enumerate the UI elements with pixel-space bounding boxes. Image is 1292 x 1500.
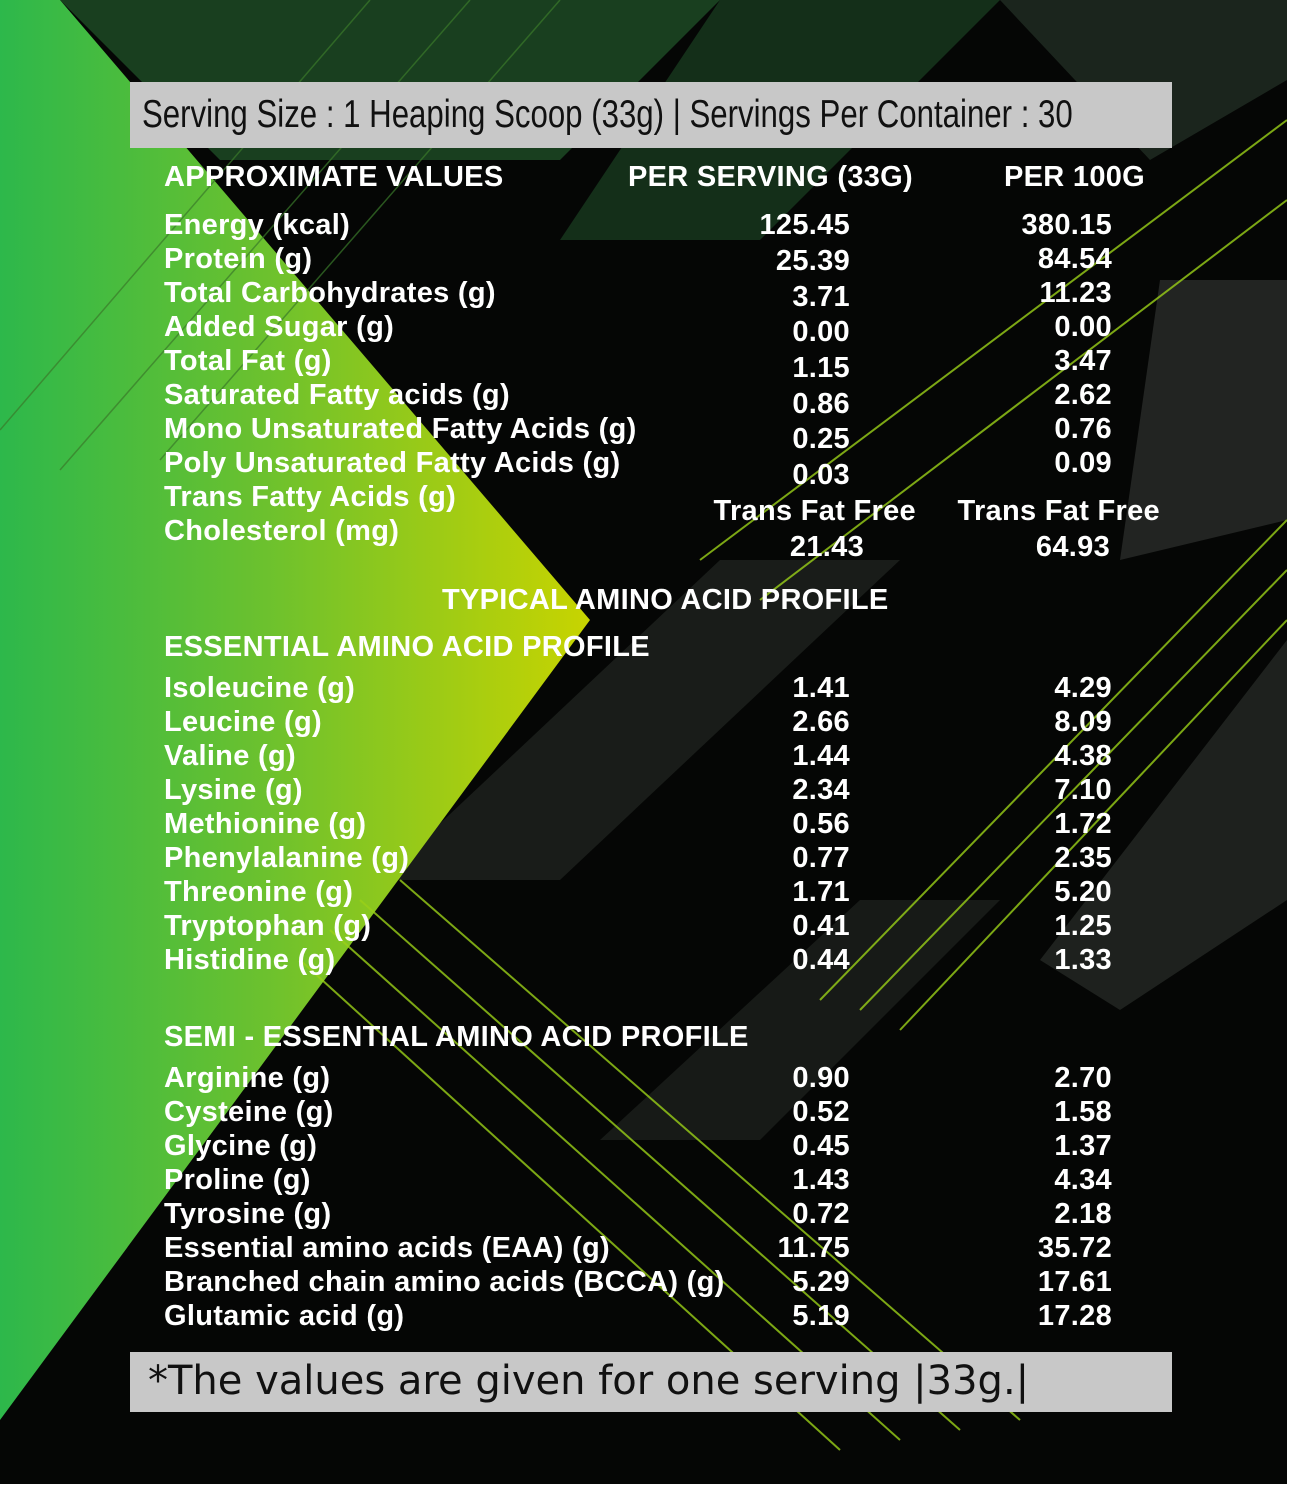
nutrient-name: Added Sugar (g) — [164, 311, 395, 343]
amino-per-100g: 2.18 — [1054, 1198, 1112, 1230]
amino-per-serving: 11.75 — [777, 1232, 850, 1264]
amino-name: Isoleucine (g) — [164, 672, 356, 704]
nutrient-per-100g: 11.23 — [1039, 277, 1112, 309]
nutrient-per-serving: 1.15 — [792, 352, 850, 384]
amino-name: Threonine (g) — [164, 876, 354, 908]
nutrient-per-serving: 25.39 — [775, 245, 850, 277]
nutrient-name: Mono Unsaturated Fatty Acids (g) — [164, 413, 637, 445]
serving-size-text: Serving Size : 1 Heaping Scoop (33g) | Servings Per Container : 30 — [142, 93, 1073, 136]
nutrient-per-serving: 21.43 — [789, 531, 864, 563]
nutrient-per-100g: 380.15 — [1021, 209, 1112, 241]
serving-size-banner — [130, 82, 1172, 148]
header-per-100g: PER 100G — [1004, 161, 1146, 193]
amino-per-100g: 2.70 — [1054, 1062, 1112, 1094]
nutrient-per-100g: 3.47 — [1054, 345, 1112, 377]
nutrient-name: Trans Fatty Acids (g) — [164, 481, 457, 513]
nutrient-per-serving: 0.25 — [792, 423, 850, 455]
amino-per-serving: 5.29 — [792, 1266, 850, 1298]
amino-per-100g: 1.33 — [1054, 944, 1112, 976]
amino-name: Essential amino acids (EAA) (g) — [164, 1232, 610, 1264]
header-per-serving: PER SERVING (33G) — [628, 161, 913, 193]
nutrient-name: Saturated Fatty acids (g) — [164, 379, 510, 411]
amino-name: Leucine (g) — [164, 706, 322, 738]
amino-per-serving: 0.41 — [792, 910, 850, 942]
amino-per-100g: 5.20 — [1054, 876, 1112, 908]
amino-per-serving: 2.34 — [792, 774, 850, 806]
amino-name: Methionine (g) — [164, 808, 367, 840]
amino-per-100g: 35.72 — [1037, 1232, 1112, 1264]
amino-name: Arginine (g) — [164, 1062, 331, 1094]
nutrient-name: Total Carbohydrates (g) — [164, 277, 496, 309]
nutrient-per-100g: 0.09 — [1054, 447, 1112, 479]
header-approximate-values: APPROXIMATE VALUES — [164, 161, 504, 193]
nutrient-per-serving: 3.71 — [792, 281, 850, 313]
nutrient-per-100g: Trans Fat Free — [957, 495, 1160, 527]
amino-name: Cysteine (g) — [164, 1096, 334, 1128]
amino-per-100g: 17.61 — [1037, 1266, 1112, 1298]
nutrient-per-serving: Trans Fat Free — [713, 495, 916, 527]
amino-name: Glycine (g) — [164, 1130, 318, 1162]
nutrient-per-serving: 0.03 — [792, 459, 850, 491]
nutrient-name: Energy (kcal) — [164, 209, 351, 241]
amino-profile-title: TYPICAL AMINO ACID PROFILE — [442, 584, 889, 616]
amino-per-serving: 0.44 — [792, 944, 850, 976]
nutrient-per-100g: 84.54 — [1037, 243, 1112, 275]
essential-profile-title: ESSENTIAL AMINO ACID PROFILE — [164, 631, 650, 663]
amino-per-100g: 4.29 — [1054, 672, 1112, 704]
amino-per-100g: 1.37 — [1054, 1130, 1112, 1162]
amino-name: Proline (g) — [164, 1164, 311, 1196]
amino-per-serving: 1.43 — [792, 1164, 850, 1196]
nutrient-name: Poly Unsaturated Fatty Acids (g) — [164, 447, 621, 479]
amino-per-serving: 0.45 — [792, 1130, 850, 1162]
nutrient-per-100g: 0.00 — [1054, 311, 1112, 343]
amino-per-100g: 1.58 — [1054, 1096, 1112, 1128]
amino-per-100g: 4.38 — [1054, 740, 1112, 772]
amino-per-100g: 1.72 — [1054, 808, 1112, 840]
amino-per-serving: 0.77 — [792, 842, 850, 874]
amino-per-100g: 1.25 — [1054, 910, 1112, 942]
nutrient-name: Protein (g) — [164, 243, 313, 275]
nutrient-per-serving: 0.86 — [792, 388, 850, 420]
amino-per-100g: 4.34 — [1054, 1164, 1112, 1196]
amino-per-serving: 0.56 — [792, 808, 850, 840]
nutrient-name: Total Fat (g) — [164, 345, 332, 377]
amino-per-serving: 0.90 — [792, 1062, 850, 1094]
amino-name: Tryptophan (g) — [164, 910, 372, 942]
amino-name: Histidine (g) — [164, 944, 336, 976]
amino-name: Branched chain amino acids (BCCA) (g) — [164, 1266, 725, 1298]
nutrient-name: Cholesterol (mg) — [164, 515, 400, 547]
amino-per-100g: 17.28 — [1037, 1300, 1112, 1332]
amino-per-100g: 8.09 — [1054, 706, 1112, 738]
nutrient-per-serving: 0.00 — [792, 316, 850, 348]
amino-per-serving: 2.66 — [792, 706, 850, 738]
amino-per-serving: 1.71 — [792, 876, 850, 908]
amino-name: Valine (g) — [164, 740, 296, 772]
amino-name: Glutamic acid (g) — [164, 1300, 405, 1332]
amino-per-100g: 7.10 — [1054, 774, 1112, 806]
nutrient-per-100g: 0.76 — [1054, 413, 1112, 445]
amino-per-serving: 1.44 — [792, 740, 850, 772]
footnote-banner — [130, 1352, 1172, 1412]
nutrient-per-serving: 125.45 — [759, 209, 850, 241]
footnote-text: *The values are given for one serving |33g.| — [148, 1358, 1030, 1404]
nutrient-per-100g: 64.93 — [1035, 531, 1110, 563]
amino-per-100g: 2.35 — [1054, 842, 1112, 874]
amino-name: Lysine (g) — [164, 774, 303, 806]
amino-name: Phenylalanine (g) — [164, 842, 410, 874]
semi-essential-profile-title: SEMI - ESSENTIAL AMINO ACID PROFILE — [164, 1021, 749, 1053]
amino-per-serving: 0.72 — [792, 1198, 850, 1230]
amino-per-serving: 0.52 — [792, 1096, 850, 1128]
nutrient-per-100g: 2.62 — [1054, 379, 1112, 411]
amino-name: Tyrosine (g) — [164, 1198, 332, 1230]
amino-per-serving: 5.19 — [792, 1300, 850, 1332]
amino-per-serving: 1.41 — [792, 672, 850, 704]
